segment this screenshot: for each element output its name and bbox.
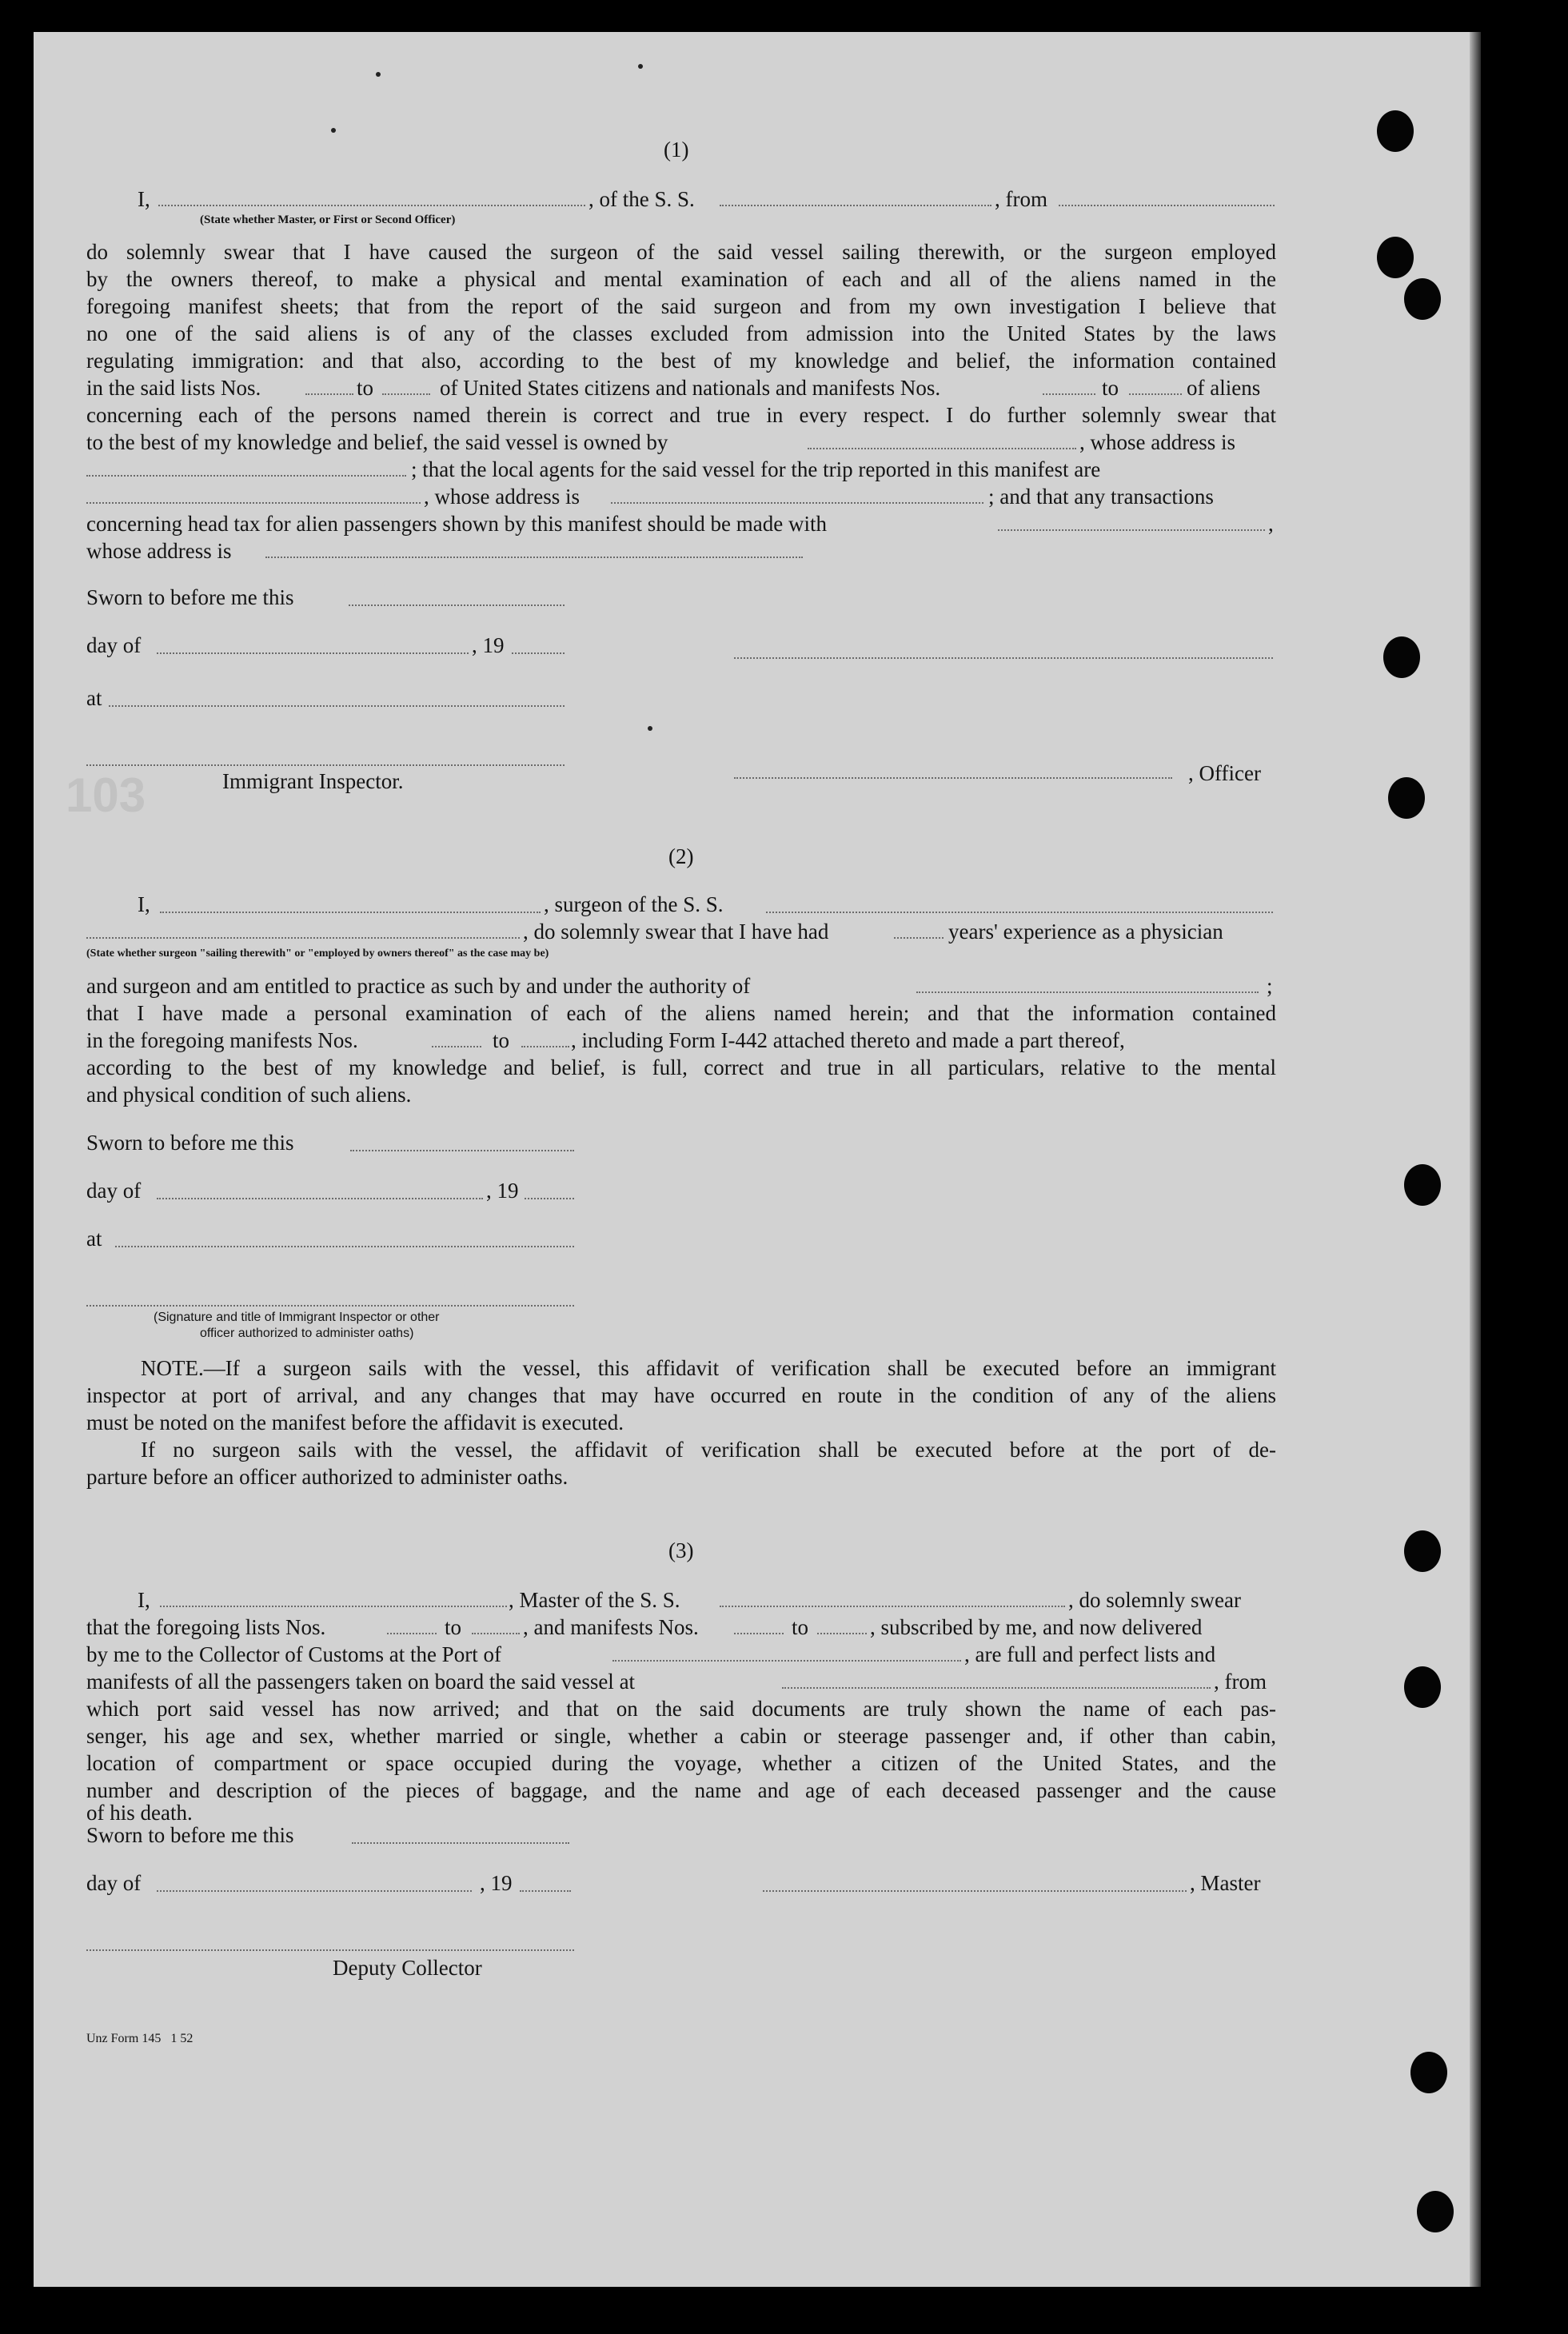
s3-body-line: senger, his age and sex, whether married or single, whether a cabin or steerage passenger and, if other than cabin, xyxy=(86,1724,1276,1748)
s1-agents-label: ; that the local agents for the said vessel for the trip reported in this manifest are xyxy=(411,457,1101,481)
stamp-mark: 103 xyxy=(66,768,146,822)
s2-year-label: , 19 xyxy=(486,1179,519,1203)
s3-deputy-label: Deputy Collector xyxy=(333,1956,482,1980)
s2-sailing-note: (State whether surgeon "sailing therewith" or "employed by owners thereof" as the case may be) xyxy=(86,948,549,960)
s2-day-of-label: day of xyxy=(86,1179,142,1203)
s2-at-label: at xyxy=(86,1227,102,1251)
s3-year-field[interactable] xyxy=(520,1890,571,1892)
punch-hole xyxy=(1404,1530,1441,1572)
s1-body-line: concerning each of the persons named therein is correct and true in every respect. I do further solemnly swear that xyxy=(86,403,1276,427)
s2-manifests-from-field[interactable] xyxy=(432,1046,481,1047)
s3-i-label: I, xyxy=(138,1588,150,1612)
s2-body-line: according to the best of my knowledge and belief, is full, correct and true in all particulars, relative to the mental xyxy=(86,1055,1276,1079)
s1-body-line: no one of the said aliens is of any of the classes excluded from admission into the United States by the laws xyxy=(86,321,1276,345)
s1-manifest-to-field[interactable] xyxy=(1129,393,1182,395)
s1-of-ss-label: , of the S. S. xyxy=(588,187,695,211)
s1-sworn-field[interactable] xyxy=(349,604,565,606)
punch-hole xyxy=(1377,237,1414,278)
s1-year-field[interactable] xyxy=(512,652,565,654)
s2-manifests-to-field[interactable] xyxy=(521,1046,569,1047)
s1-agents-address-label: , whose address is xyxy=(424,485,580,509)
s3-lists-to: to xyxy=(445,1615,462,1639)
s2-years-field[interactable] xyxy=(894,937,944,939)
s3-sworn-field[interactable] xyxy=(352,1842,569,1844)
speck xyxy=(331,128,336,133)
s1-body-line: foregoing manifest sheets; that from the report of the said surgeon and from my own investigation I believe that xyxy=(86,294,1276,318)
s3-from-label: , from xyxy=(1214,1670,1267,1694)
s2-swear-label: , do solemnly swear that I have had xyxy=(523,920,829,944)
s2-signature-note: (Signature and title of Immigrant Inspector or other xyxy=(154,1311,440,1324)
s3-master-label: , Master xyxy=(1190,1871,1261,1895)
note-line: NOTE.—If a surgeon sails with the vessel, this affidavit of verification shall be executed before an immigrant xyxy=(141,1356,1276,1380)
section-2-number: (2) xyxy=(668,844,694,868)
s1-inspector-sign-field[interactable] xyxy=(86,764,565,766)
s2-body-line: and physical condition of such aliens. xyxy=(86,1083,412,1107)
s1-owner-address-field[interactable] xyxy=(86,475,406,477)
s1-lists-citizens: of United States citizens and nationals and manifests Nos. xyxy=(440,376,941,400)
s2-surgeon-of-label: , surgeon of the S. S. xyxy=(544,892,724,916)
note-line: parture before an officer authorized to administer oaths. xyxy=(86,1465,569,1489)
s1-vessel-field[interactable] xyxy=(720,205,991,206)
s1-head-tax-field[interactable] xyxy=(998,529,1265,531)
s1-whose-address-label: whose address is xyxy=(86,539,232,563)
s1-body-line: regulating immigration: and that also, according to the best of my knowledge and belief, the information contained xyxy=(86,349,1276,373)
s2-authority-semicolon: ; xyxy=(1267,974,1273,998)
s3-port-label: by me to the Collector of Customs at the Port of xyxy=(86,1642,501,1666)
s1-transactions-label: ; and that any transactions xyxy=(988,485,1214,509)
s1-of-aliens: of aliens xyxy=(1187,376,1261,400)
s3-port-field[interactable] xyxy=(612,1660,961,1662)
s3-body-line: of his death. xyxy=(86,1801,193,1825)
s3-lists-to-field[interactable] xyxy=(472,1633,520,1634)
s1-officer-note: (State whether Master, or First or Second Officer) xyxy=(200,213,456,226)
s3-body-line: which port said vessel has now arrived; and that on the said documents are truly shown the name of each pas- xyxy=(86,1697,1276,1721)
s3-master-of-label: , Master of the S. S. xyxy=(509,1588,680,1612)
s3-year-label: , 19 xyxy=(480,1871,513,1895)
form-id: Unz Form 145 1 52 xyxy=(86,2032,194,2045)
section-1-number: (1) xyxy=(664,138,689,162)
s3-manifests-to-field[interactable] xyxy=(817,1633,867,1634)
s2-i-label: I, xyxy=(138,892,150,916)
s1-head-tax-label: concerning head tax for alien passengers shown by this manifest should be made with xyxy=(86,512,828,536)
s2-authority-label: and surgeon and am entitled to practice as such by and under the authority of xyxy=(86,974,751,998)
s3-manifests-to: to xyxy=(792,1615,809,1639)
s1-officer-sign-field[interactable] xyxy=(734,777,1172,779)
s1-head-tax-address-field[interactable] xyxy=(265,557,803,558)
punch-hole xyxy=(1404,278,1441,320)
s1-body-line: do solemnly swear that I have caused the surgeon of the said vessel sailing therewith, or the surgeon employed xyxy=(86,240,1276,264)
s1-agents-field[interactable] xyxy=(86,502,421,504)
punch-hole xyxy=(1383,636,1420,678)
s1-lists-to-field[interactable] xyxy=(382,393,430,395)
punch-hole xyxy=(1410,2052,1447,2093)
s1-signature-field[interactable] xyxy=(734,657,1273,659)
s1-body-line: by the owners thereof, to make a physical and mental examination of each and all of the aliens named in the xyxy=(86,267,1276,291)
s3-subscribed-label: , subscribed by me, and now delivered xyxy=(870,1615,1203,1639)
sheet-edge xyxy=(1470,32,1481,2287)
s1-officer-field[interactable] xyxy=(158,205,585,206)
s2-sworn-field[interactable] xyxy=(350,1150,574,1151)
speck xyxy=(638,64,643,69)
s2-day-field[interactable] xyxy=(157,1198,483,1199)
s1-manifest-to: to xyxy=(1102,376,1119,400)
s1-at-field[interactable] xyxy=(109,705,565,707)
s1-owned-label: to the best of my knowledge and belief, the said vessel is owned by xyxy=(86,430,668,454)
s3-body-line: number and description of the pieces of baggage, and the name and age of each deceased passenger and the cause xyxy=(86,1778,1276,1802)
s2-signature-field[interactable] xyxy=(86,1305,574,1307)
s3-perfect-lists-label: , are full and perfect lists and xyxy=(964,1642,1216,1666)
s1-at-label: at xyxy=(86,686,102,710)
s3-departure-port-field[interactable] xyxy=(782,1687,1211,1689)
speck xyxy=(376,72,381,77)
s2-sworn-label: Sworn to before me this xyxy=(86,1131,294,1155)
s1-head-tax-comma: , xyxy=(1268,512,1274,536)
s3-master-sign-field[interactable] xyxy=(763,1890,1187,1892)
s2-year-field[interactable] xyxy=(525,1198,574,1199)
s1-manifest-from-field[interactable] xyxy=(1043,393,1095,395)
s1-inspector-label: Immigrant Inspector. xyxy=(222,769,404,793)
s1-agents-address-field[interactable] xyxy=(611,502,983,504)
speck xyxy=(648,726,652,731)
s1-year-label: , 19 xyxy=(472,633,505,657)
s2-manifests-label: in the foregoing manifests Nos. xyxy=(86,1028,358,1052)
s2-years-label: years' experience as a physician xyxy=(948,920,1223,944)
s1-day-field[interactable] xyxy=(157,652,469,654)
s1-from-field[interactable] xyxy=(1059,205,1275,206)
s1-owner-field[interactable] xyxy=(808,448,1076,449)
s3-swear-label: , do solemnly swear xyxy=(1068,1588,1241,1612)
s2-at-field[interactable] xyxy=(115,1246,574,1247)
s3-manifests-from-field[interactable] xyxy=(734,1633,784,1634)
s2-signature-note: officer authorized to administer oaths) xyxy=(200,1327,414,1340)
s2-surgeon-field[interactable] xyxy=(160,912,541,913)
note-line: inspector at port of arrival, and any changes that may have occurred en route in the condition of any of the aliens xyxy=(86,1383,1276,1407)
s3-lists-label: that the foregoing lists Nos. xyxy=(86,1615,326,1639)
s1-i-label: I, xyxy=(138,187,150,211)
punch-hole xyxy=(1417,2191,1454,2232)
s2-sailing-field[interactable] xyxy=(86,937,520,939)
punch-hole xyxy=(1388,777,1425,819)
s1-day-of-label: day of xyxy=(86,633,142,657)
s3-manifests-label: , and manifests Nos. xyxy=(523,1615,699,1639)
s1-lists-label: in the said lists Nos. xyxy=(86,376,261,400)
punch-hole xyxy=(1404,1666,1441,1708)
s1-lists-to: to xyxy=(357,376,374,400)
note-line: If no surgeon sails with the vessel, the affidavit of verification shall be executed before at the port of de- xyxy=(141,1438,1276,1462)
s3-day-of-label: day of xyxy=(86,1871,142,1895)
s2-vessel-field[interactable] xyxy=(766,912,1273,913)
s1-from-label: , from xyxy=(995,187,1047,211)
punch-hole xyxy=(1377,110,1414,152)
s3-deputy-sign-field[interactable] xyxy=(86,1949,574,1951)
note-line: must be noted on the manifest before the affidavit is executed. xyxy=(86,1410,624,1434)
s1-sworn-label: Sworn to before me this xyxy=(86,585,294,609)
s3-day-field[interactable] xyxy=(157,1890,472,1892)
s3-lists-from-field[interactable] xyxy=(387,1633,437,1634)
s3-manifests-at-label: manifests of all the passengers taken on board the said vessel at xyxy=(86,1670,636,1694)
s1-lists-from-field[interactable] xyxy=(305,393,353,395)
s1-owner-address-label: , whose address is xyxy=(1079,430,1235,454)
s3-master-field[interactable] xyxy=(160,1606,507,1607)
s3-sworn-label: Sworn to before me this xyxy=(86,1823,294,1847)
s2-manifests-to: to xyxy=(493,1028,510,1052)
s3-body-line: location of compartment or space occupied during the voyage, whether a citizen of the United States, and the xyxy=(86,1751,1276,1775)
s3-vessel-field[interactable] xyxy=(720,1606,1065,1607)
section-3-number: (3) xyxy=(668,1538,694,1562)
s2-body-line: that I have made a personal examination of each of the aliens named herein; and that the information contained xyxy=(86,1001,1276,1025)
s2-form-label: , including Form I-442 attached thereto and made a part thereof, xyxy=(571,1028,1125,1052)
punch-hole xyxy=(1404,1164,1441,1206)
s1-officer-label: , Officer xyxy=(1188,761,1261,785)
s2-authority-field[interactable] xyxy=(916,991,1259,993)
